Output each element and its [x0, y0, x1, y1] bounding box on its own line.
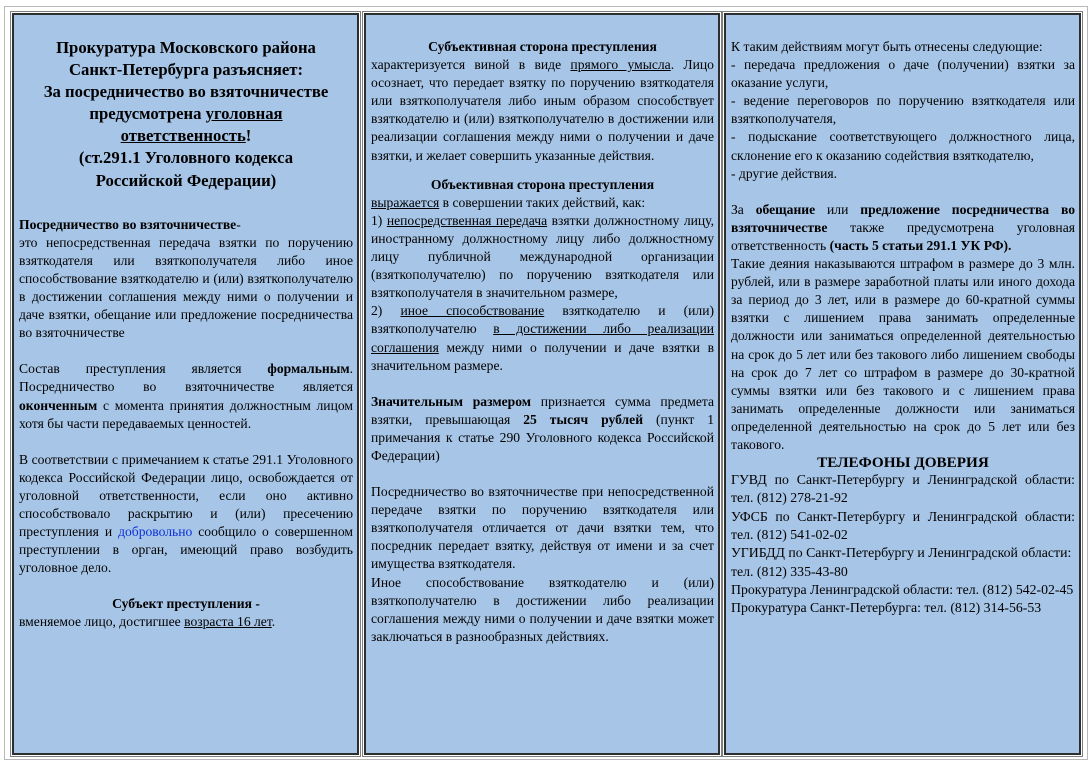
underlined-text: возраста 16 лет [184, 614, 272, 630]
text: признается сумма предмета взятки, превышающая [371, 393, 714, 427]
mediation-paragraph-1: Посредничество во взяточничестве при непосредственной передаче взятки по поручению взяткодателя или взяткополучателя отличается от дачи взятки тем, что посредник передает взятку, действуя от имени и за счет имущества взяткодателя. [371, 484, 714, 572]
text: характеризуется виной в виде [371, 57, 571, 73]
definition-term-text: Посредничество во взяточничестве [19, 216, 237, 232]
underlined-text: непосредственная передача [386, 212, 548, 228]
column-right [724, 13, 1081, 755]
definition-term [19, 216, 353, 234]
text: взятки должностному лицу, иностранному должностному лицу либо должностному лицу публичной международной организации (взяткополучателю) по поручению взяткодателя или взяткополучателя в значительном размере, [371, 212, 714, 301]
release-note-paragraph [19, 451, 353, 578]
hotline-ugibdd-phone: тел. (812) 335-43-80 [731, 563, 848, 579]
definition-dash: - [236, 216, 241, 232]
hotline-gu-vd: ГУВД по Санкт-Петербургу и Ленинградской области: тел. (812) 278-21-92 [731, 472, 1075, 506]
bold-text: Значительным размером [371, 393, 532, 409]
subjective-side-text [371, 56, 714, 165]
hotline-ugibdd: УГИБДД по Санкт-Петербургу и Ленинградской области: [731, 545, 1072, 561]
item-number: 1) [371, 212, 387, 228]
penalty-paragraph: Такие деяния наказываются штрафом в размере до 3 млн. рублей, или в размере заработной платы или иного дохода за период до 3 лет, или в размере до 60-кратной суммы взятки с лишением права занимать определенные должности или заниматься определенной деятельностью на срок до 5 лет или без такового либо лишением свободы на срок до 7 лет со штрафом в размере до 30-кратной суммы взятки или без такового и с лишением права занимать определенные должности или заниматься определенной деятельностью на срок до 5 лет или без такового. [731, 256, 1075, 452]
composition-paragraph [19, 360, 353, 432]
promise-paragraph [731, 201, 1075, 255]
subject-text [19, 613, 353, 631]
title-line-2: Санкт-Петербурга разъясняет: [68, 60, 304, 80]
text: в совершении таких действий, как: [439, 194, 646, 210]
title-underlined: уголовная [205, 104, 283, 124]
actions-intro: К таким действиям могут быть отнесены следующие: [731, 39, 1043, 54]
text: . Лицо осознает, что передает взятку по поручению взяткодателя или взяткополучателя либо иным образом способствует взяткодателю и (или) взяткополучателю в достижении или реализации соглашения между ними о получении и даче взятки, и желает совершить указанные действия. [371, 57, 714, 163]
title-line-6: (ст.291.1 Уголовного кодекса [78, 148, 294, 168]
underlined-text: в достижении либо реализации соглашения [371, 321, 714, 355]
text: между ними о получении и даче взятки в значительном размере. [371, 339, 714, 373]
bold-text: оконченным [19, 397, 98, 413]
text: вменяемое лицо, достигшее [19, 614, 185, 630]
highlighted-word: добровольно [118, 524, 193, 540]
bold-text: 25 тысяч рублей [523, 411, 644, 427]
objective-side-intro [371, 194, 714, 212]
title-underlined: ответственность [120, 126, 246, 146]
definition-text: это непосредственная передача взятки по поручению взяткодателя или взяткополучателя либо иное способствование взяткодателю и (или) взяткополучателю в достижении соглашения между ними о получении и даче взятки, обещание или предложение посредничества во взяточничестве [19, 234, 353, 341]
title-line-1: Прокуратура Московского района [56, 38, 316, 57]
subject-title-dash: - [251, 596, 260, 612]
text: Состав преступления является [19, 361, 268, 377]
action-item: - подыскание соответствующего должностного лица, склонение его к оказанию содействия взяткодателю, [731, 129, 1075, 163]
title-text: предусмотрена [89, 104, 206, 124]
leaflet [4, 6, 1088, 760]
subjective-side-title: Субъективная сторона преступления [428, 39, 657, 54]
hotline-prosecutor-spb: Прокуратура Санкт-Петербурга: тел. (812) 314-56-53 [731, 600, 1042, 616]
text: также предусмотрена уголовная ответственность [731, 219, 1075, 253]
column-left [12, 13, 359, 755]
hotline-ufsb: УФСБ по Санкт-Петербургу и Ленинградской области: тел. (812) 541-02-02 [731, 508, 1075, 542]
underlined-text: выражается [371, 194, 440, 210]
text: или [815, 201, 861, 217]
text: взяткодателю и (или) взяткополучателю [371, 303, 715, 337]
hotlines-title: ТЕЛЕФОНЫ ДОВЕРИЯ [817, 454, 989, 472]
bold-text: (часть 5 статьи 291.1 УК РФ). [829, 237, 1012, 253]
title-line-7: Российской Федерации) [95, 170, 277, 190]
text: За [731, 201, 756, 217]
action-item: - передача предложения о даче (получении) взятки за оказание услуги, [731, 57, 1075, 91]
bold-text: обещание [755, 201, 816, 217]
underlined-text: прямого умысла [570, 57, 671, 73]
action-item: - ведение переговоров по поручению взяткодателя или взяткополучателя, [731, 93, 1075, 127]
text: сообщило о совершенном преступлении в орган, имеющий право возбудить уголовное дело. [19, 524, 353, 576]
item-number: 2) [371, 303, 401, 319]
text: . [271, 614, 276, 630]
objective-item-1 [371, 212, 714, 302]
subject-title-text: Субъект преступления [112, 596, 252, 612]
title-line-5 [19, 125, 353, 147]
action-item: - другие действия. [731, 165, 838, 181]
column-middle [364, 13, 720, 755]
title-text: ! [245, 126, 252, 146]
title-line-3: За посредничество во взяточничестве [43, 82, 329, 102]
text: . Посредничество во взяточничестве является [19, 361, 353, 395]
subject-title [19, 595, 353, 613]
text: В соответствии с примечанием к статье 291.1 Уголовного кодекса Российской Федерации лицо, освобождается от уголовной ответственности, если оно активно способствовало раскрытию и (или) пресечению преступления и [19, 451, 353, 540]
title-line-4 [19, 103, 353, 125]
underlined-text: иное способствование [400, 303, 545, 319]
text: (пункт 1 примечания к статье 290 Уголовного кодекса Российской Федерации) [371, 411, 715, 463]
significant-size-paragraph [371, 393, 714, 465]
bold-text: предложение посредничества во взяточничестве [731, 201, 1075, 235]
objective-item-2 [371, 302, 714, 374]
bold-text: формальным [267, 361, 350, 377]
mediation-paragraph-2: Иное способствование взяткодателю и (или) взяткополучателю в достижении либо реализации соглашения между ними о получении и даче взятки может заключаться в разнообразных действиях. [371, 574, 714, 644]
text: с момента принятия должностным лицом хотя бы части передаваемых ценностей. [19, 397, 353, 431]
hotline-prosecutor-lo: Прокуратура Ленинградской области: тел. (812) 542-02-45 [731, 581, 1074, 597]
objective-side-title: Объективная сторона преступления [430, 176, 655, 192]
